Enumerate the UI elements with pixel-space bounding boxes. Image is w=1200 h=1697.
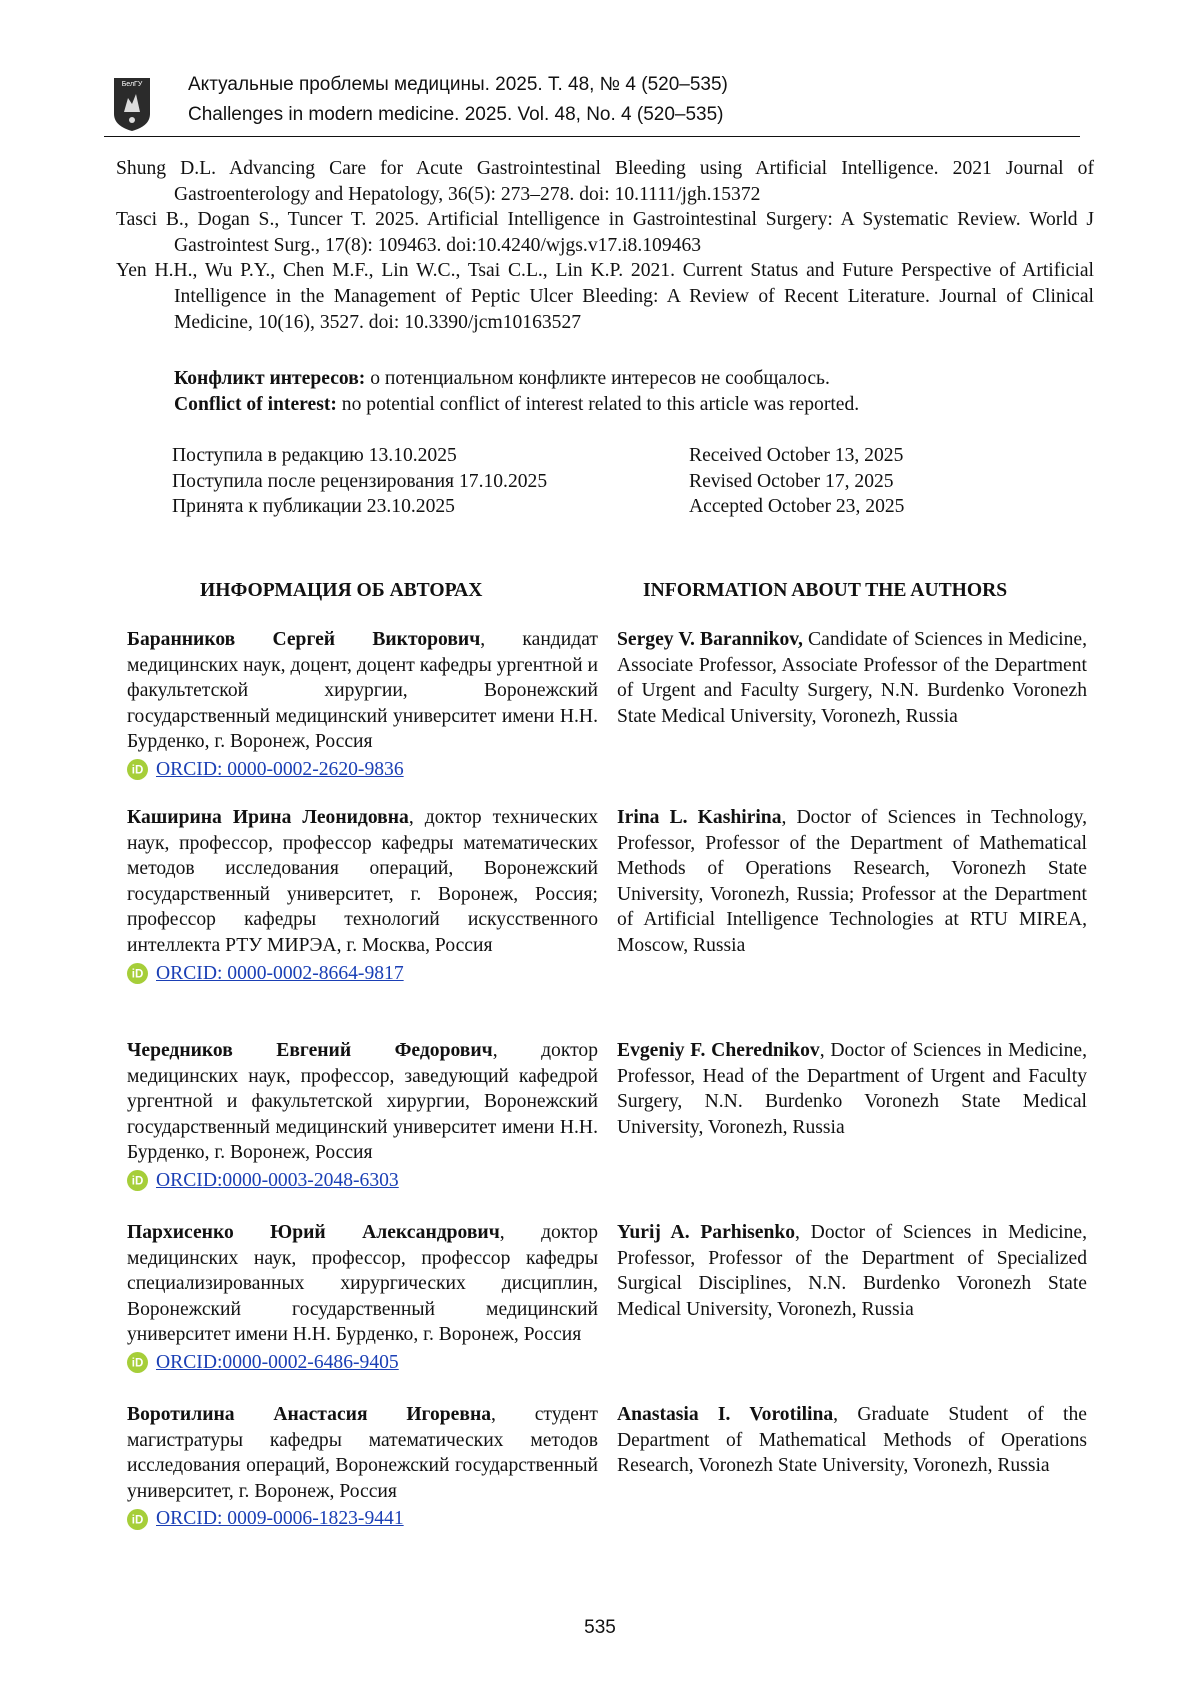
- author-ru-5: [127, 1402, 598, 1532]
- date-accepted-en: Accepted October 23, 2025: [689, 496, 905, 518]
- author-name-ru: Чередников Евгений Федорович: [127, 1040, 493, 1061]
- reference-item: Tasci B., Dogan S., Tuncer T. 2025. Artificial Intelligence in Gastrointestinal Surgery: A Systematic Review. World J Gastrointest Surg., 17(8): 109463. doi:10.4240/wjgs.v17.i8.109463: [116, 209, 1094, 256]
- orcid-icon: [127, 963, 148, 984]
- author-name-ru: Пархисенко Юрий Александрович: [127, 1222, 500, 1243]
- author-en-2: [617, 805, 1087, 959]
- author-en-1: [617, 627, 1087, 729]
- orcid-row: [127, 757, 598, 783]
- orcid-row: [127, 1350, 598, 1376]
- svg-text:iD: iD: [131, 1357, 144, 1370]
- page-number: 535: [584, 1617, 616, 1638]
- orcid-link[interactable]: ORCID: 0009-0006-1823-9441: [156, 1508, 404, 1530]
- author-name-ru: Воротилина Анастасия Игоревна: [127, 1404, 492, 1425]
- svg-text:iD: iD: [131, 764, 144, 777]
- author-ru-3: [127, 1038, 598, 1194]
- author-bio-en: , Doctor of Sciences in Medicine, Professor, Professor of the Department of Specialized Surgical Disciplines, N.N. Burdenko Voronezh State Medical University, Voronezh, Russia: [617, 1222, 1087, 1320]
- orcid-icon: [127, 1352, 148, 1373]
- author-name-en: Evgeniy F. Cherednikov: [617, 1040, 820, 1061]
- conflict-of-interest: [174, 366, 1074, 417]
- date-received-en: Received October 13, 2025: [689, 445, 904, 466]
- reference-item: Yen H.H., Wu P.Y., Chen M.F., Lin W.C., Tsai C.L., Lin K.P. 2021. Current Status and Future Perspective of Artificial Intelligence in the Management of Peptic Ulcer Bleeding: A Review of Recent Literature. Journal of Clinical Medicine, 10(16), 3527. doi: 10.3390/jcm10163527: [116, 260, 1094, 333]
- svg-text:iD: iD: [131, 1514, 144, 1527]
- author-ru-2: [127, 805, 598, 986]
- author-name-en: Yurij A. Parhisenko: [617, 1222, 796, 1243]
- journal-titles: [188, 70, 728, 130]
- dates-ru: [172, 443, 547, 520]
- author-bio-ru: , доктор медицинских наук, профессор, профессор кафедры специализированных хирургических дисциплин, Воронежский государственный медицинский университет имени Н.Н. Бурденко, г. Воронеж, Россия: [127, 1222, 598, 1346]
- orcid-row: [127, 1168, 598, 1194]
- author-bio-en: , Graduate Student of the Department of Mathematical Methods of Operations Research, Voronezh State University, Voronezh, Russia: [617, 1404, 1087, 1477]
- orcid-row: [127, 961, 598, 987]
- author-ru-4: [127, 1220, 598, 1376]
- logo-text: БелГУ: [121, 81, 143, 88]
- reference-item: Shung D.L. Advancing Care for Acute Gastrointestinal Bleeding using Artificial Intelligence. 2021 Journal of Gastroenterology and Hepatology, 36(5): 273–278. doi: 10.1111/jgh.15372: [116, 158, 1094, 205]
- journal-title-ru: Актуальные проблемы медицины. 2025. Т. 48, № 4 (520–535): [188, 74, 728, 95]
- author-bio-ru: , доктор технических наук, профессор, профессор кафедры математических методов исследования операций, Воронежский государственный университет, г. Воронеж, Россия; профессор кафедры технологий искусственного интеллекта РТУ МИРЭА, г. Москва, Россия: [127, 807, 598, 956]
- svg-text:iD: iD: [131, 1175, 144, 1188]
- author-name-ru: Каширина Ирина Леонидовна: [127, 807, 409, 828]
- reference-list: [116, 156, 1094, 335]
- conflict-en: [174, 392, 1074, 418]
- author-bio-en: Candidate of Sciences in Medicine, Associate Professor, Associate Professor of the Department of Urgent and Faculty Surgery, N.N. Burdenko Voronezh State Medical University, Voronezh, Russia: [617, 629, 1088, 727]
- conflict-ru: [174, 366, 1074, 392]
- author-bio-en: , Doctor of Sciences in Technology, Professor, Professor of the Department of Mathematical Methods of Operations Research, Voronezh State University, Voronezh, Russia; Professor at the Department of Artificial Intelligence Technologies at RTU MIREA, Moscow, Russia: [617, 807, 1087, 956]
- conflict-en-label: Conflict of interest:: [174, 393, 337, 415]
- svg-text:iD: iD: [131, 968, 144, 981]
- date-revised-en: Revised October 17, 2025: [689, 470, 894, 492]
- date-revised-ru: Поступила после рецензирования 17.10.2025: [172, 470, 548, 492]
- conflict-ru-label: Конфликт интересов:: [174, 368, 366, 389]
- conflict-ru-text: о потенциальном конфликте интересов не сообщалось.: [365, 368, 830, 389]
- author-ru-1: [127, 627, 598, 783]
- dates-en: [689, 443, 904, 520]
- author-bio-ru: , доктор медицинских наук, профессор, заведующий кафедрой ургентной и факультетской хирургии, Воронежский государственный медицинский университет имени Н.Н. Бурденко, г. Воронеж, Россия: [127, 1040, 598, 1164]
- orcid-link[interactable]: ORCID:0000-0003-2048-6303: [156, 1169, 399, 1191]
- orcid-icon: [127, 1509, 148, 1530]
- orcid-icon: [127, 1170, 148, 1191]
- author-en-3: [617, 1038, 1087, 1140]
- author-bio-en: , Doctor of Sciences in Medicine, Professor, Head of the Department of Urgent and Faculty Surgery, N.N. Burdenko Voronezh State Medical University, Voronezh, Russia: [617, 1040, 1087, 1138]
- authors-heading-en: INFORMATION ABOUT THE AUTHORS: [643, 580, 1008, 601]
- author-bio-ru: , студент магистратуры кафедры математических методов исследования операций, Воронежский государственный университет, г. Воронеж, Россия: [127, 1404, 598, 1502]
- conflict-en-text: no potential conflict of interest related to this article was reported.: [336, 393, 860, 415]
- journal-title-en: Challenges in modern medicine. 2025. Vol. 48, No. 4 (520–535): [188, 104, 724, 125]
- author-name-en: Sergey V. Barannikov,: [617, 629, 803, 650]
- author-en-5: [617, 1402, 1087, 1479]
- date-accepted-ru: Принята к публикации 23.10.2025: [172, 496, 455, 518]
- orcid-link[interactable]: ORCID: 0000-0002-2620-9836: [156, 758, 404, 780]
- authors-heading-ru: ИНФОРМАЦИЯ ОБ АВТОРАХ: [200, 580, 483, 601]
- orcid-link[interactable]: ORCID:0000-0002-6486-9405: [156, 1351, 399, 1373]
- author-en-4: [617, 1220, 1087, 1322]
- date-received-ru: Поступила в редакцию 13.10.2025: [172, 445, 457, 466]
- author-name-ru: Баранников Сергей Викторович: [127, 629, 481, 650]
- header-divider: [104, 136, 1080, 137]
- orcid-link[interactable]: ORCID: 0000-0002-8664-9817: [156, 962, 404, 984]
- orcid-row: [127, 1506, 598, 1532]
- author-name-en: Anastasia I. Vorotilina: [617, 1404, 834, 1425]
- university-logo-icon: [112, 76, 152, 132]
- author-name-en: Irina L. Kashirina: [617, 807, 782, 828]
- author-bio-ru: , кандидат медицинских наук, доцент, доцент кафедры ургентной и факультетской хирургии, Воронежский государственный медицинский университет имени Н.Н. Бурденко, г. Воронеж, Россия: [127, 629, 598, 753]
- orcid-icon: [127, 759, 148, 780]
